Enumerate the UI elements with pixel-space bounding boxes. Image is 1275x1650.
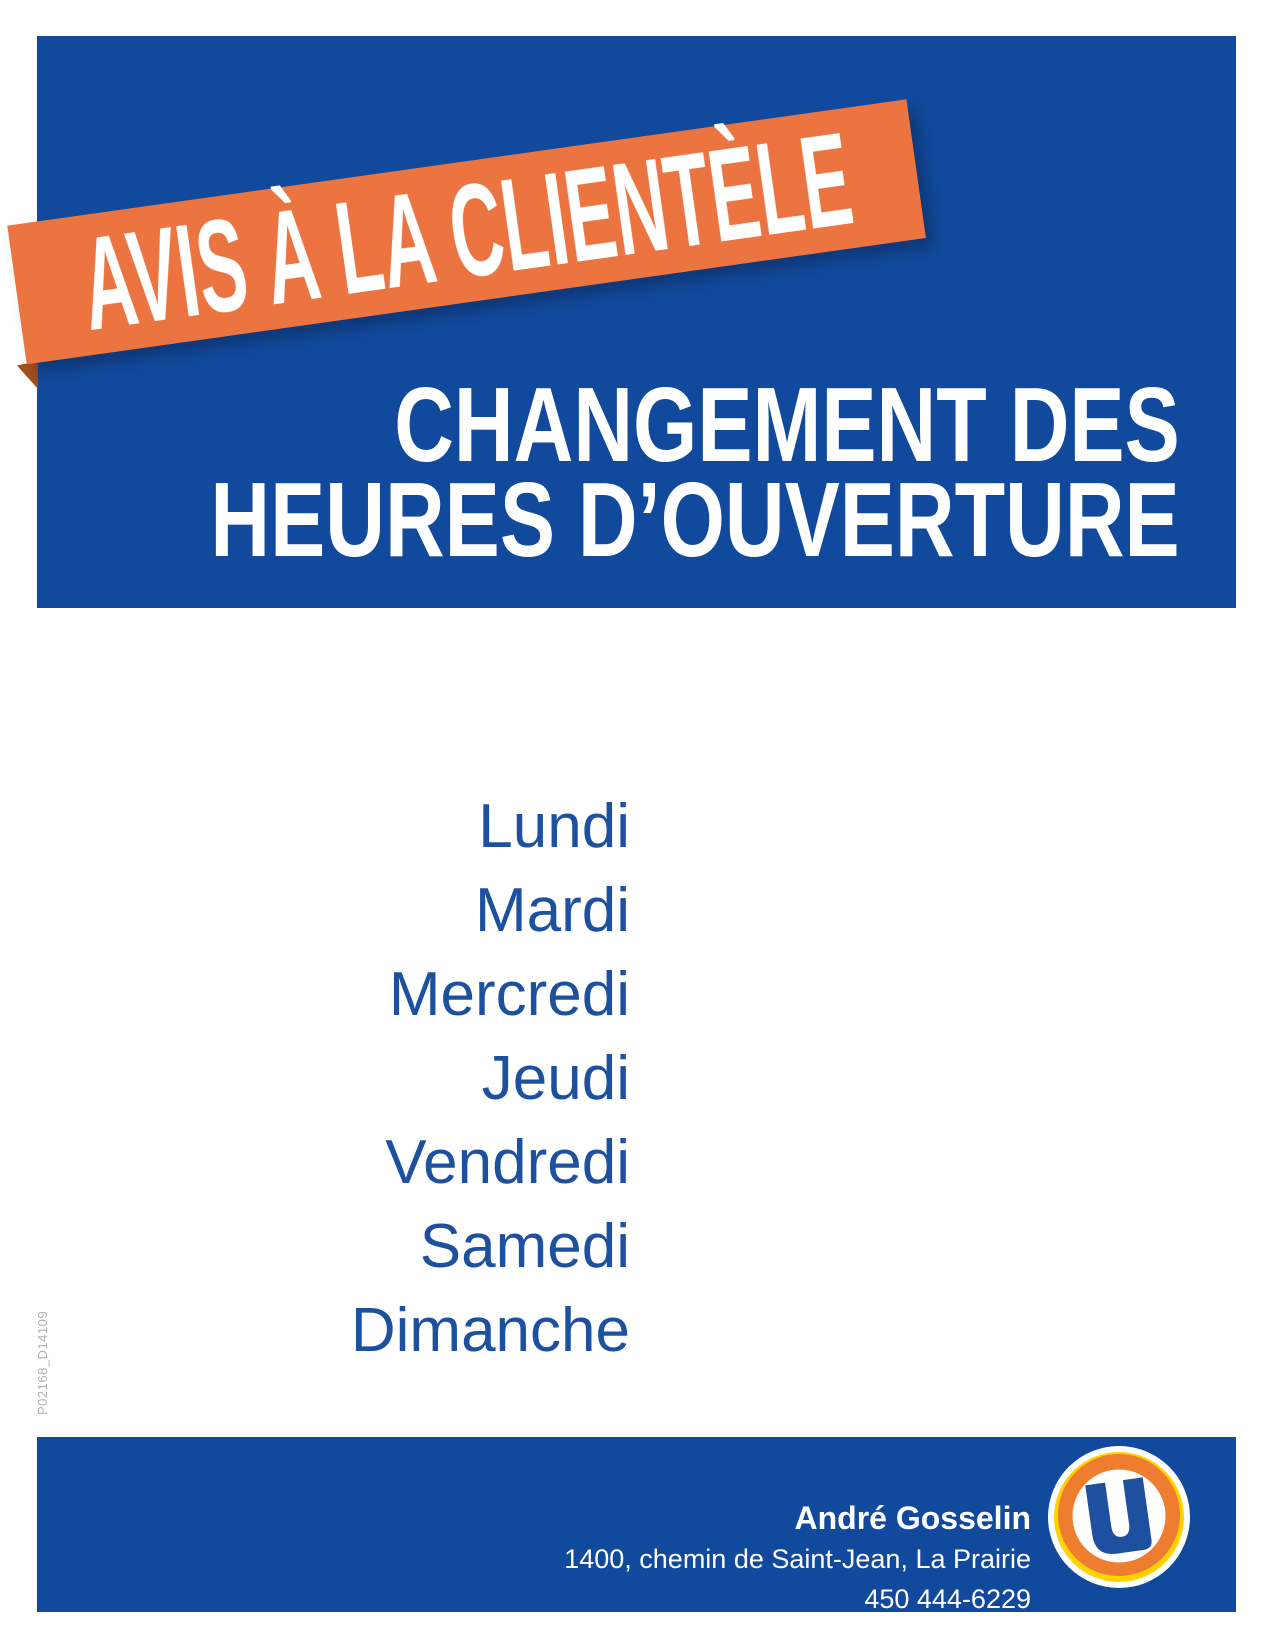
uniprix-logo [1047,1445,1191,1589]
day-item-monday: Lundi [478,792,630,861]
day-item-sunday: Dimanche [350,1296,630,1365]
day-item-thursday: Jeudi [481,1044,630,1113]
contact-block [564,1497,1031,1618]
contact-name: André Gosselin [794,1500,1031,1536]
page-title-line-1: CHANGEMENT DES [394,366,1180,484]
page-title [0,366,1180,579]
day-item-saturday: Samedi [419,1212,630,1281]
days-list [351,785,630,1373]
footer-bar [37,1437,1236,1612]
page-title-line-2: HEURES D’OUVERTURE [210,461,1180,579]
contact-address: 1400, chemin de Saint-Jean, La Prairie [564,1544,1031,1574]
notice-ribbon-label: AVIS À LA CLIENTÈLE [72,104,861,358]
day-item-tuesday: Mardi [474,876,630,945]
day-item-wednesday: Mercredi [388,960,630,1029]
day-item-friday: Vendredi [385,1128,630,1197]
production-code: P02168_D14109 [35,1310,50,1415]
contact-phone: 450 444-6229 [864,1584,1031,1614]
